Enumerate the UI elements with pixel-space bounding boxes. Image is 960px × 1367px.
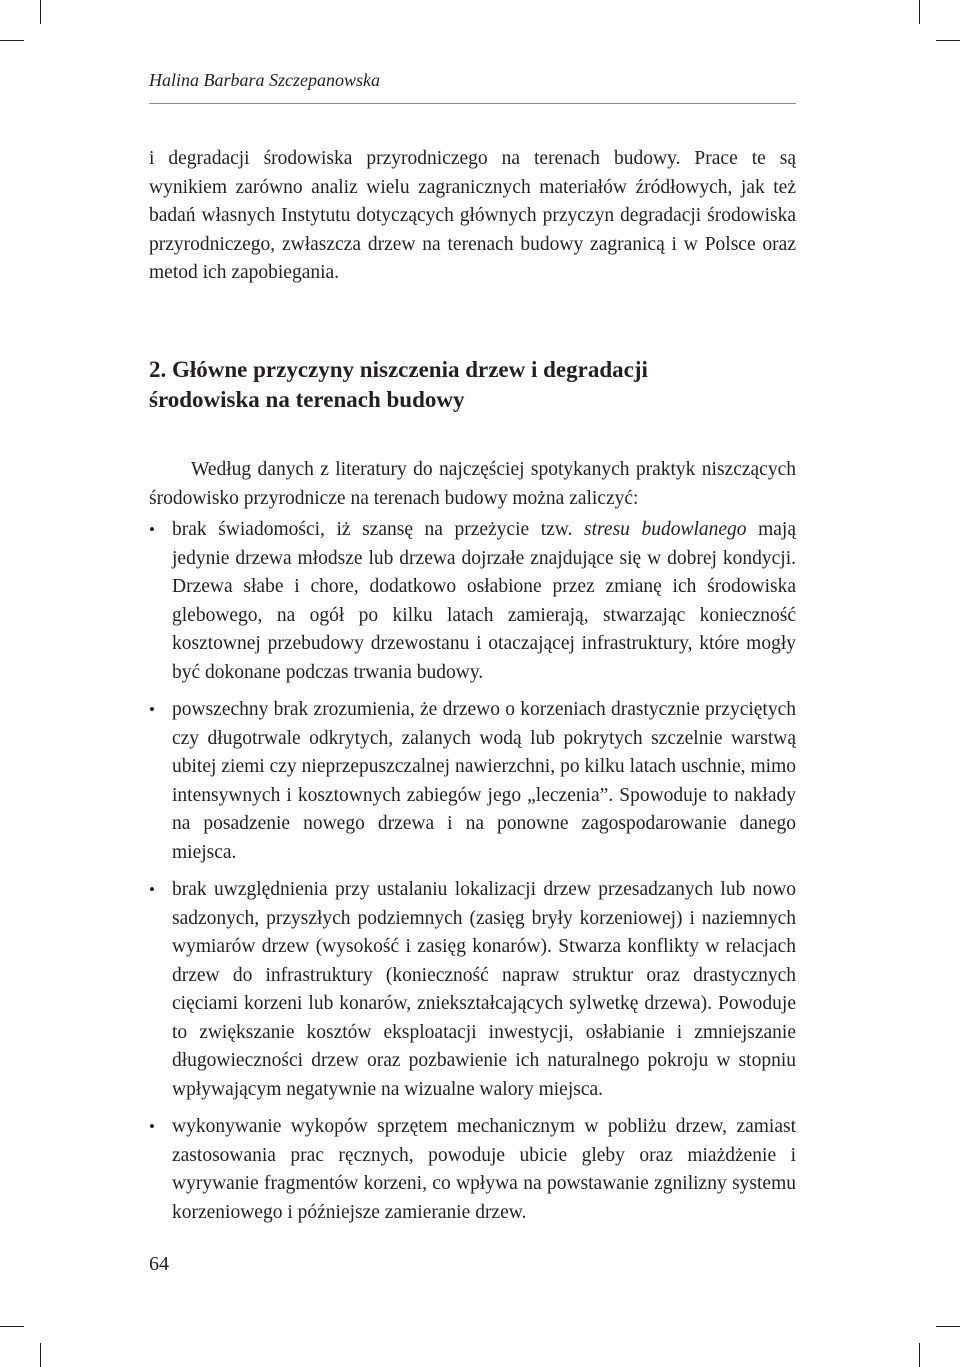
crop-mark-top-right-horizontal bbox=[936, 40, 960, 41]
crop-mark-bottom-left-vertical bbox=[40, 1343, 41, 1367]
crop-mark-top-left-vertical bbox=[40, 0, 41, 24]
section-heading bbox=[149, 355, 796, 415]
crop-mark-top-left-horizontal bbox=[0, 40, 24, 41]
crop-mark-bottom-right-vertical bbox=[919, 1343, 920, 1367]
intro-paragraph: i degradacji środowiska przyrodniczego na terenach budowy. Prace te są wynikiem zarówno analiz wielu zagranicznych materiałów źródłowych, jak też badań własnych Instytutu dotyczących głównych przyczyn degradacji środowiska przyrodniczego, zwłaszcza drzew na terenach budowy zagranicą i w Polsce oraz metod ich zapobiegania. bbox=[149, 148, 796, 283]
bullet-icon: • bbox=[149, 880, 155, 899]
section-heading-line-2: środowiska na terenach budowy bbox=[149, 387, 465, 412]
list-item-text: wykonywanie wykopów sprzętem mechanicznym w pobliżu drzew, zamiast zastosowania prac ręcznych, powoduje ubicie gleby oraz miażdżenie i wyrywanie fragmentów korzeni, co wpływa na powstawanie zgnilizny systemu korzeniowego i późniejsze zamieranie drzew. bbox=[172, 1116, 796, 1223]
bullet-icon: • bbox=[149, 700, 155, 719]
list-item bbox=[149, 516, 796, 687]
crop-mark-top-right-vertical bbox=[919, 0, 920, 24]
list-item-text-start: brak świadomości, iż szansę na przeżycie tzw. bbox=[172, 519, 585, 540]
list-item bbox=[149, 876, 796, 1104]
bullet-icon: • bbox=[149, 520, 155, 539]
lead-paragraph: Według danych z literatury do najczęściej spotykanych praktyk niszczących środowisko przyrodnicze na terenach budowy można zaliczyć: bbox=[149, 459, 796, 509]
running-header-author: Halina Barbara Szczepanowska bbox=[149, 70, 380, 90]
list-item-text-end: mają jedynie drzewa młodsze lub drzewa dojrzałe znajdujące się w dobrej kondycji. Drzewa słabe i chore, dodatkowo osłabione przez zmianę ich środowiska glebowego, na ogół po kilku latach zamierają, stwarzając konieczność kosztownej przebudowy drzewostanu i otaczającej infrastruktury, które mogły być dokonane podczas trwania budowy. bbox=[172, 519, 796, 683]
list-item-text: powszechny brak zrozumienia, że drzewo o korzeniach drastycznie przyciętych czy długotrwale odkrytych, zalanych wodą lub pokrytych szczelnie warstwą ubitej ziemi czy nieprzepuszczalnej nawierzchni, po kilku latach uschnie, mimo intensywnych i kosztownych zabiegów jego „leczenia”. Spowoduje to nakłady na posadzenie nowego drzewa i na ponowne zagospodarowanie danego miejsca. bbox=[172, 699, 796, 863]
page-number: 64 bbox=[149, 1253, 169, 1275]
section-heading-line-1: 2. Główne przyczyny niszczenia drzew i degradacji bbox=[149, 357, 648, 382]
header-rule bbox=[149, 103, 796, 104]
bullet-icon: • bbox=[149, 1117, 155, 1136]
crop-mark-bottom-left-horizontal bbox=[0, 1326, 24, 1327]
bullet-list bbox=[149, 516, 796, 1236]
list-item bbox=[149, 1113, 796, 1227]
list-item-emphasis: stresu budowlanego bbox=[584, 519, 747, 540]
crop-mark-bottom-right-horizontal bbox=[936, 1326, 960, 1327]
list-item bbox=[149, 696, 796, 867]
list-item-text: brak uwzględnienia przy ustalaniu lokalizacji drzew przesadzanych lub nowo sadzonych, przyszłych podziemnych (zasięg bryły korzeniowej) i naziemnych wymiarów drzew (wysokość i zasięg konarów). Stwarza konflikty w relacjach drzew do infrastruktury (konieczność napraw struktur oraz drastycznych cięciami korzeni lub konarów, zniekształcających sylwetkę drzewa). Powoduje to zwiększanie kosztów eksploatacji inwestycji, osłabianie i zmniejszanie długowieczności drzew oraz pozbawienie ich naturalnego pokroju w stopniu wpływającym negatywnie na wizualne walory miejsca. bbox=[172, 879, 796, 1100]
